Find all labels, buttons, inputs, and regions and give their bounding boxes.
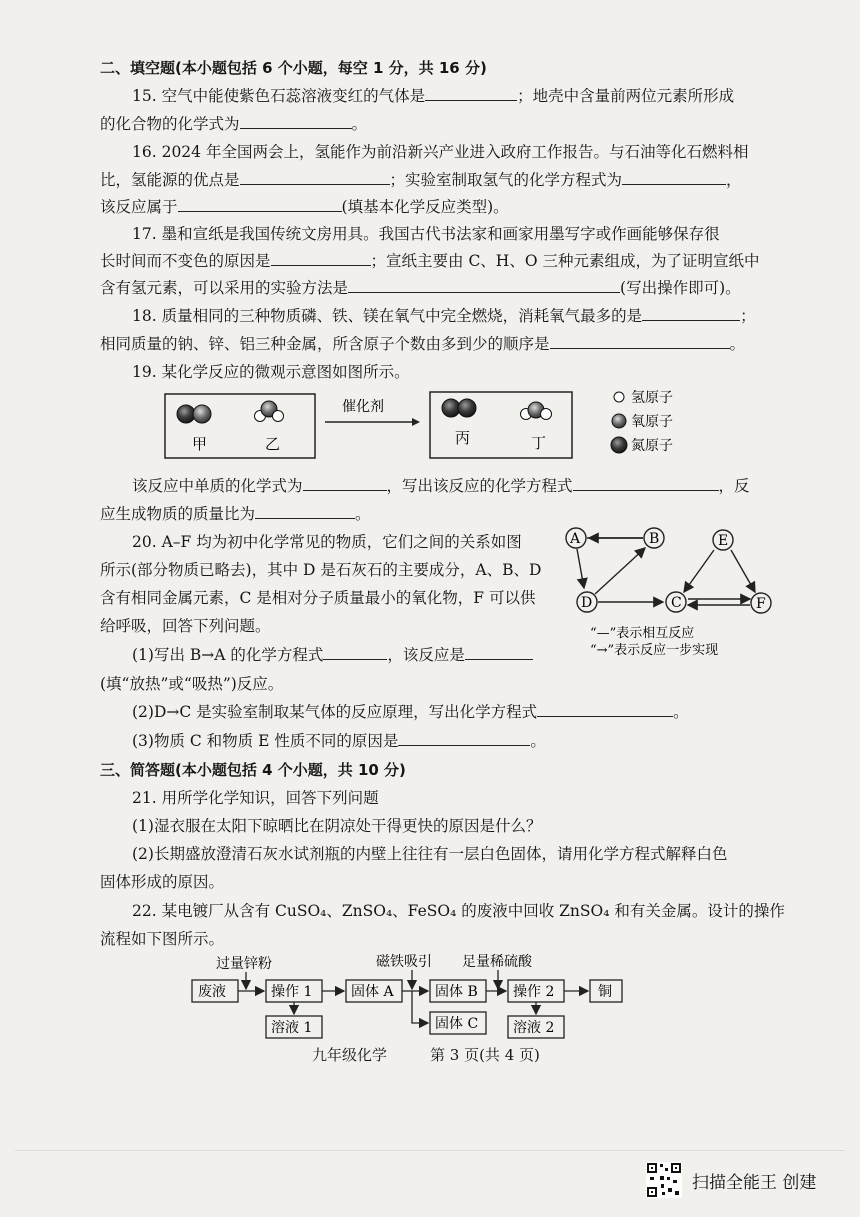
q19-line3: 应生成物质的质量比为 。 <box>100 505 371 523</box>
box-solution-2 <box>508 1016 564 1038</box>
scanner-label: 扫描全能王 创建 <box>692 1172 817 1193</box>
relation-diagram <box>560 524 780 660</box>
reactant-box <box>165 394 315 458</box>
oxygen-atom-icon <box>612 414 626 428</box>
edge-d-b <box>595 548 645 594</box>
edge-e-f <box>731 550 755 592</box>
svg-text:溶液 2: 溶液 2 <box>513 1020 555 1036</box>
molecule-bing <box>442 399 476 417</box>
svg-text:固体 C: 固体 C <box>435 1016 479 1032</box>
answer-blank[interactable] <box>240 114 352 129</box>
q20-line4: 给呼吸，回答下列问题。 <box>100 617 271 635</box>
molecule-yi <box>255 401 284 422</box>
node-a <box>566 528 586 548</box>
box-solution-1 <box>266 1016 322 1038</box>
q21-line4: 固体形成的原因。 <box>100 873 225 891</box>
q20-line7: (2)D→C 是实验室制取某气体的反应原理，写出化学方程式 。 <box>132 703 689 721</box>
q17-line3: 含有氢元素，可以采用的实验方法是 (写出操作即可)。 <box>100 279 741 297</box>
legend-nitrogen: 氮原子 <box>631 438 673 454</box>
node-e <box>713 530 733 550</box>
footer-subject: 九年级化学 <box>312 1046 388 1064</box>
reaction-micro-diagram <box>150 386 710 462</box>
q18-line2: 相同质量的钠、锌、铝三种金属，所含原子个数由多到少的顺序是 。 <box>100 335 746 353</box>
molecule-jia <box>177 405 211 423</box>
svg-text:操作 1: 操作 1 <box>271 984 313 1000</box>
q21-line2: (1)湿衣服在太阳下晾晒比在阴凉处干得更快的原因是什么？ <box>132 817 542 835</box>
q19-line2: 该反应中单质的化学式为 ，写出该反应的化学方程式 ，反 <box>132 477 750 495</box>
magnet-label: 磁铁吸引 <box>376 954 432 970</box>
relation-legend-2: “→”表示反应一步实现 <box>590 643 719 658</box>
q21-line3: (2)长期盛放澄清石灰水试剂瓶的内壁上往往有一层白色固体，请用化学方程式解释白色 <box>132 845 728 863</box>
answer-blank[interactable] <box>240 170 390 185</box>
nitrogen-atom-icon <box>611 437 627 453</box>
node-d <box>577 592 597 612</box>
svg-text:固体 B: 固体 B <box>435 984 478 1000</box>
answer-blank[interactable] <box>271 251 371 266</box>
section3-title: 三、简答题(本小题包括 4 个小题，共 10 分) <box>100 761 406 779</box>
q18-line1: 18. 质量相同的三种物质磷、铁、镁在氧气中完全燃烧，消耗氧气最多的是 ； <box>132 307 756 325</box>
catalyst-label: 催化剂 <box>342 399 384 415</box>
answer-blank[interactable] <box>303 476 387 491</box>
box-copper <box>590 980 622 1002</box>
svg-text:铜: 铜 <box>598 984 612 1000</box>
atom-legend <box>611 390 673 454</box>
scanner-watermark <box>646 1162 816 1198</box>
q20-line1: 20. A–F 均为初中化学常见的物质，它们之间的关系如图 <box>132 533 522 551</box>
relation-legend-1: “—”表示相互反应 <box>590 626 695 641</box>
legend-hydrogen: 氢原子 <box>631 390 673 406</box>
answer-blank[interactable] <box>550 334 730 349</box>
edge-a-d <box>577 549 584 588</box>
q20-line3: 含有相同金属元素，C 是相对分子质量最小的氧化物，F 可以供 <box>100 589 536 607</box>
svg-text:C: C <box>671 595 682 611</box>
box-solid-a <box>346 980 402 1002</box>
answer-blank[interactable] <box>465 645 533 660</box>
label-ding: 丁 <box>531 434 547 452</box>
q22-line2: 流程如下图所示。 <box>100 930 225 948</box>
svg-text:废液: 废液 <box>198 984 226 1000</box>
edge-e-c <box>684 550 714 592</box>
q20-line2: 所示(部分物质已略去)，其中 D 是石灰石的主要成分，A、B、D <box>100 561 542 579</box>
bottom-divider <box>15 1150 845 1151</box>
answer-blank[interactable] <box>398 731 530 746</box>
reagent-zinc-label: 过量锌粉 <box>216 956 272 972</box>
hydrogen-atom-icon <box>614 392 624 402</box>
svg-text:固体 A: 固体 A <box>351 984 394 1000</box>
q19-line1: 19. 某化学反应的微观示意图如图所示。 <box>132 363 410 381</box>
process-flow-diagram <box>186 950 646 1040</box>
q15-line1: 15. 空气中能使紫色石蕊溶液变红的气体是 ；地壳中含量前两位元素所形成 <box>132 87 735 105</box>
q15-line2: 的化合物的化学式为 。 <box>100 115 368 133</box>
box-solid-b <box>430 980 486 1002</box>
box-op1 <box>266 980 322 1002</box>
q21-line1: 21. 用所学化学知识，回答下列问题 <box>132 789 379 807</box>
molecule-ding <box>521 402 552 420</box>
box-waste <box>192 980 238 1002</box>
answer-blank[interactable] <box>255 504 355 519</box>
answer-blank[interactable] <box>323 645 387 660</box>
svg-text:溶液 1: 溶液 1 <box>271 1020 313 1036</box>
q20-line5: (1)写出 B→A 的化学方程式 ，该反应是 <box>132 645 533 665</box>
answer-blank[interactable] <box>425 86 517 101</box>
answer-blank[interactable] <box>642 306 740 321</box>
svg-text:F: F <box>756 596 766 612</box>
q16-line1: 16. 2024 年全国两会上，氢能作为前沿新兴产业进入政府工作报告。与石油等化石燃料相 <box>132 143 749 161</box>
label-jia: 甲 <box>192 435 208 453</box>
qr-code-icon <box>646 1162 682 1198</box>
label-yi: 乙 <box>265 435 281 453</box>
svg-text:E: E <box>718 533 729 549</box>
box-solid-c <box>430 1012 486 1034</box>
q20-line6: (填“放热”或“吸热”)反应。 <box>100 675 284 693</box>
svg-text:D: D <box>581 595 593 611</box>
footer-page: 第 3 页(共 4 页) <box>430 1046 540 1064</box>
answer-blank[interactable] <box>573 476 719 491</box>
node-c <box>666 592 686 612</box>
q16-line3: 该反应属于 (填基本化学反应类型)。 <box>100 198 509 216</box>
q17-line1: 17. 墨和宣纸是我国传统文房用具。我国古代书法家和画家用墨写字或作画能够保存很 <box>132 225 720 243</box>
node-b <box>644 528 664 548</box>
svg-text:A: A <box>570 531 581 547</box>
legend-oxygen: 氧原子 <box>631 414 673 430</box>
q22-line1: 22. 某电镀厂从含有 CuSO₄、ZnSO₄、FeSO₄ 的废液中回收 ZnSO₄ 和有关金属。设计的操作 <box>132 902 785 920</box>
box-op2 <box>508 980 564 1002</box>
answer-blank[interactable] <box>537 702 673 717</box>
section2-title: 二、填空题(本小题包括 6 个小题，每空 1 分，共 16 分) <box>100 59 487 77</box>
answer-blank[interactable] <box>178 197 342 212</box>
q16-line2: 比，氢能源的优点是 ；实验室制取氢气的化学方程式为 ， <box>100 171 742 189</box>
answer-blank[interactable] <box>622 170 726 185</box>
node-f <box>751 593 771 613</box>
q17-line2: 长时间而不变色的原因是 ；宣纸主要由 C、H、O 三种元素组成，为了证明宣纸中 <box>100 252 760 270</box>
svg-text:操作 2: 操作 2 <box>513 984 555 1000</box>
answer-blank[interactable] <box>348 278 620 293</box>
svg-text:B: B <box>649 531 660 547</box>
label-bing: 丙 <box>455 429 471 447</box>
q20-line8: (3)物质 C 和物质 E 性质不同的原因是 。 <box>132 732 546 750</box>
reagent-acid-label: 足量稀硫酸 <box>462 954 532 970</box>
